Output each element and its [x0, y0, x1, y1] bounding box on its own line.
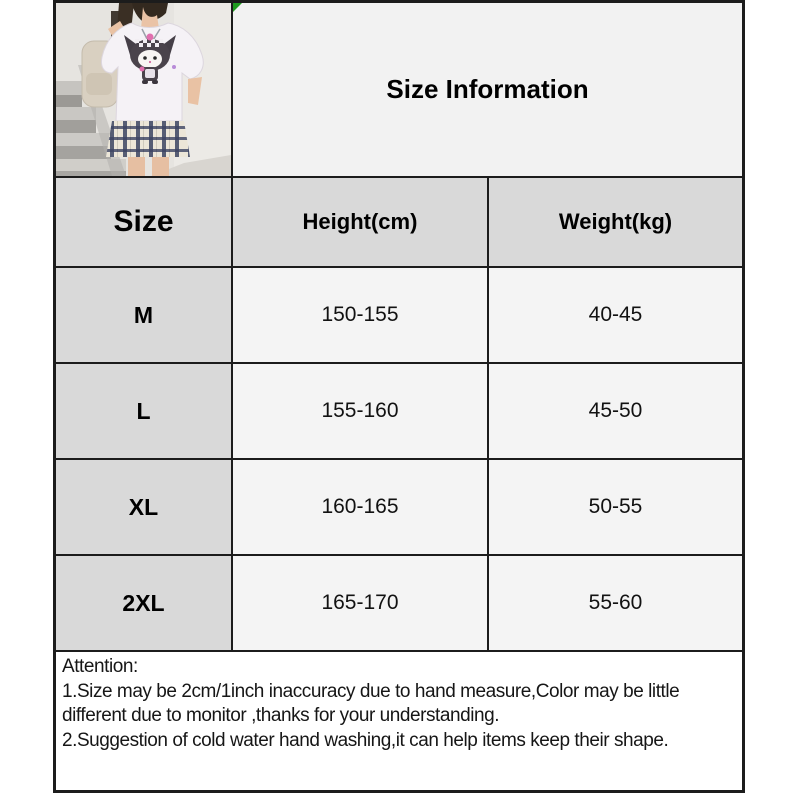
- attention-note: [56, 652, 742, 790]
- green-corner-marker-icon: [233, 3, 242, 12]
- column-header-weight: Weight(kg): [489, 178, 742, 266]
- table-cell-weight: 45-50: [489, 364, 742, 458]
- table-row-size-label: XL: [56, 460, 231, 554]
- table-row-size-label: M: [56, 268, 231, 362]
- column-header-size: Size: [56, 178, 231, 266]
- product-photo-cell: [56, 3, 231, 176]
- table-cell-weight: 50-55: [489, 460, 742, 554]
- attention-line-3: 2.Suggestion of cold water hand washing,it can help items keep their shape.: [62, 729, 669, 751]
- model-photo: [56, 3, 231, 176]
- plaid-skirt: [104, 121, 194, 161]
- table-cell-height: 155-160: [233, 364, 487, 458]
- size-information-header-cell: [233, 3, 742, 176]
- table-cell-height: 150-155: [233, 268, 487, 362]
- column-header-height: Height(cm): [233, 178, 487, 266]
- table-row-size-label: 2XL: [56, 556, 231, 650]
- attention-line-2: different due to monitor ,thanks for your understanding.: [62, 705, 500, 726]
- table-cell-height: 165-170: [233, 556, 487, 650]
- table-cell-weight: 40-45: [489, 268, 742, 362]
- attention-title: Attention:: [62, 656, 138, 677]
- table-row-size-label: L: [56, 364, 231, 458]
- page-title: Size Information: [386, 74, 589, 104]
- size-chart-sheet: [53, 0, 745, 793]
- table-cell-height: 160-165: [233, 460, 487, 554]
- attention-line-1: 1.Size may be 2cm/1inch inaccuracy due to hand measure,Color may be little: [62, 680, 680, 702]
- table-cell-weight: 55-60: [489, 556, 742, 650]
